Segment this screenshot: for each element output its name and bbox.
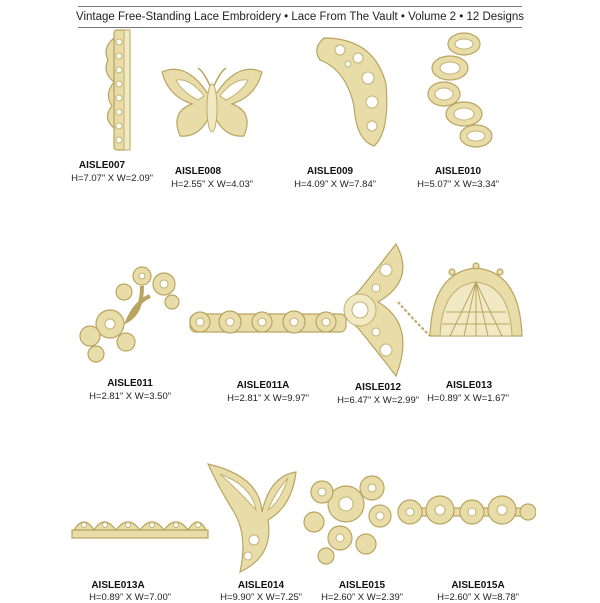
- design-dimensions: H=2.81” X W=3.50”: [89, 391, 171, 402]
- design-dimensions: H=2.55” X W=4.03”: [171, 179, 253, 190]
- design-code: AISLE011: [107, 378, 153, 389]
- design-code: AISLE009: [306, 166, 354, 177]
- design-code: AISLE013: [445, 380, 493, 391]
- lace-design-aisle007-image: [98, 28, 148, 153]
- design-code: AISLE012: [354, 382, 402, 393]
- design-dimensions: H=6.47” X W=2.99”: [337, 395, 419, 406]
- header-title: Vintage Free-Standing Lace Embroidery • Lace From The Vault • Volume 2 • 12 Designs: [75, 11, 525, 23]
- design-dimensions: H=7.07” X W=2.09”: [71, 173, 153, 184]
- lace-design-aisle010-image: [420, 30, 500, 152]
- design-dimensions: H=5.07” X W=3.34”: [417, 179, 499, 190]
- design-dimensions: H=4.09” X W=7.84”: [294, 179, 376, 190]
- design-dimensions: H=9.90” X W=7.25”: [220, 592, 302, 603]
- lace-design-aisle013a-image: [70, 508, 210, 542]
- lace-design-aisle008-image: [158, 60, 266, 150]
- design-code: AISLE008: [174, 166, 222, 177]
- design-code: AISLE013A: [91, 580, 145, 591]
- design-code: AISLE011A: [236, 380, 290, 391]
- design-code: AISLE010: [434, 166, 482, 177]
- design-dimensions: H=2.60” X W=2.39”: [321, 592, 403, 603]
- design-code: AISLE015: [338, 580, 386, 591]
- lace-design-aisle014-image: [200, 456, 298, 574]
- design-code: AISLE014: [237, 580, 285, 591]
- design-dimensions: H=0.89” X W=1.67”: [427, 393, 509, 404]
- design-code: AISLE015A: [451, 580, 505, 591]
- page-header: [75, 6, 525, 28]
- lace-design-aisle015a-image: [396, 488, 536, 536]
- lace-design-aisle011a-image: [186, 300, 350, 344]
- lace-design-aisle013-image: [396, 262, 528, 342]
- lace-design-aisle011-image: [66, 262, 190, 368]
- lace-design-aisle015-image: [296, 468, 404, 572]
- design-code: AISLE007: [78, 160, 126, 171]
- design-dimensions: H=2.81” X W=9.97”: [227, 393, 309, 404]
- design-dimensions: H=2.60” X W=8.78”: [437, 592, 519, 603]
- design-dimensions: H=0.89” X W=7.00”: [89, 592, 171, 603]
- lace-design-aisle009-image: [302, 32, 392, 150]
